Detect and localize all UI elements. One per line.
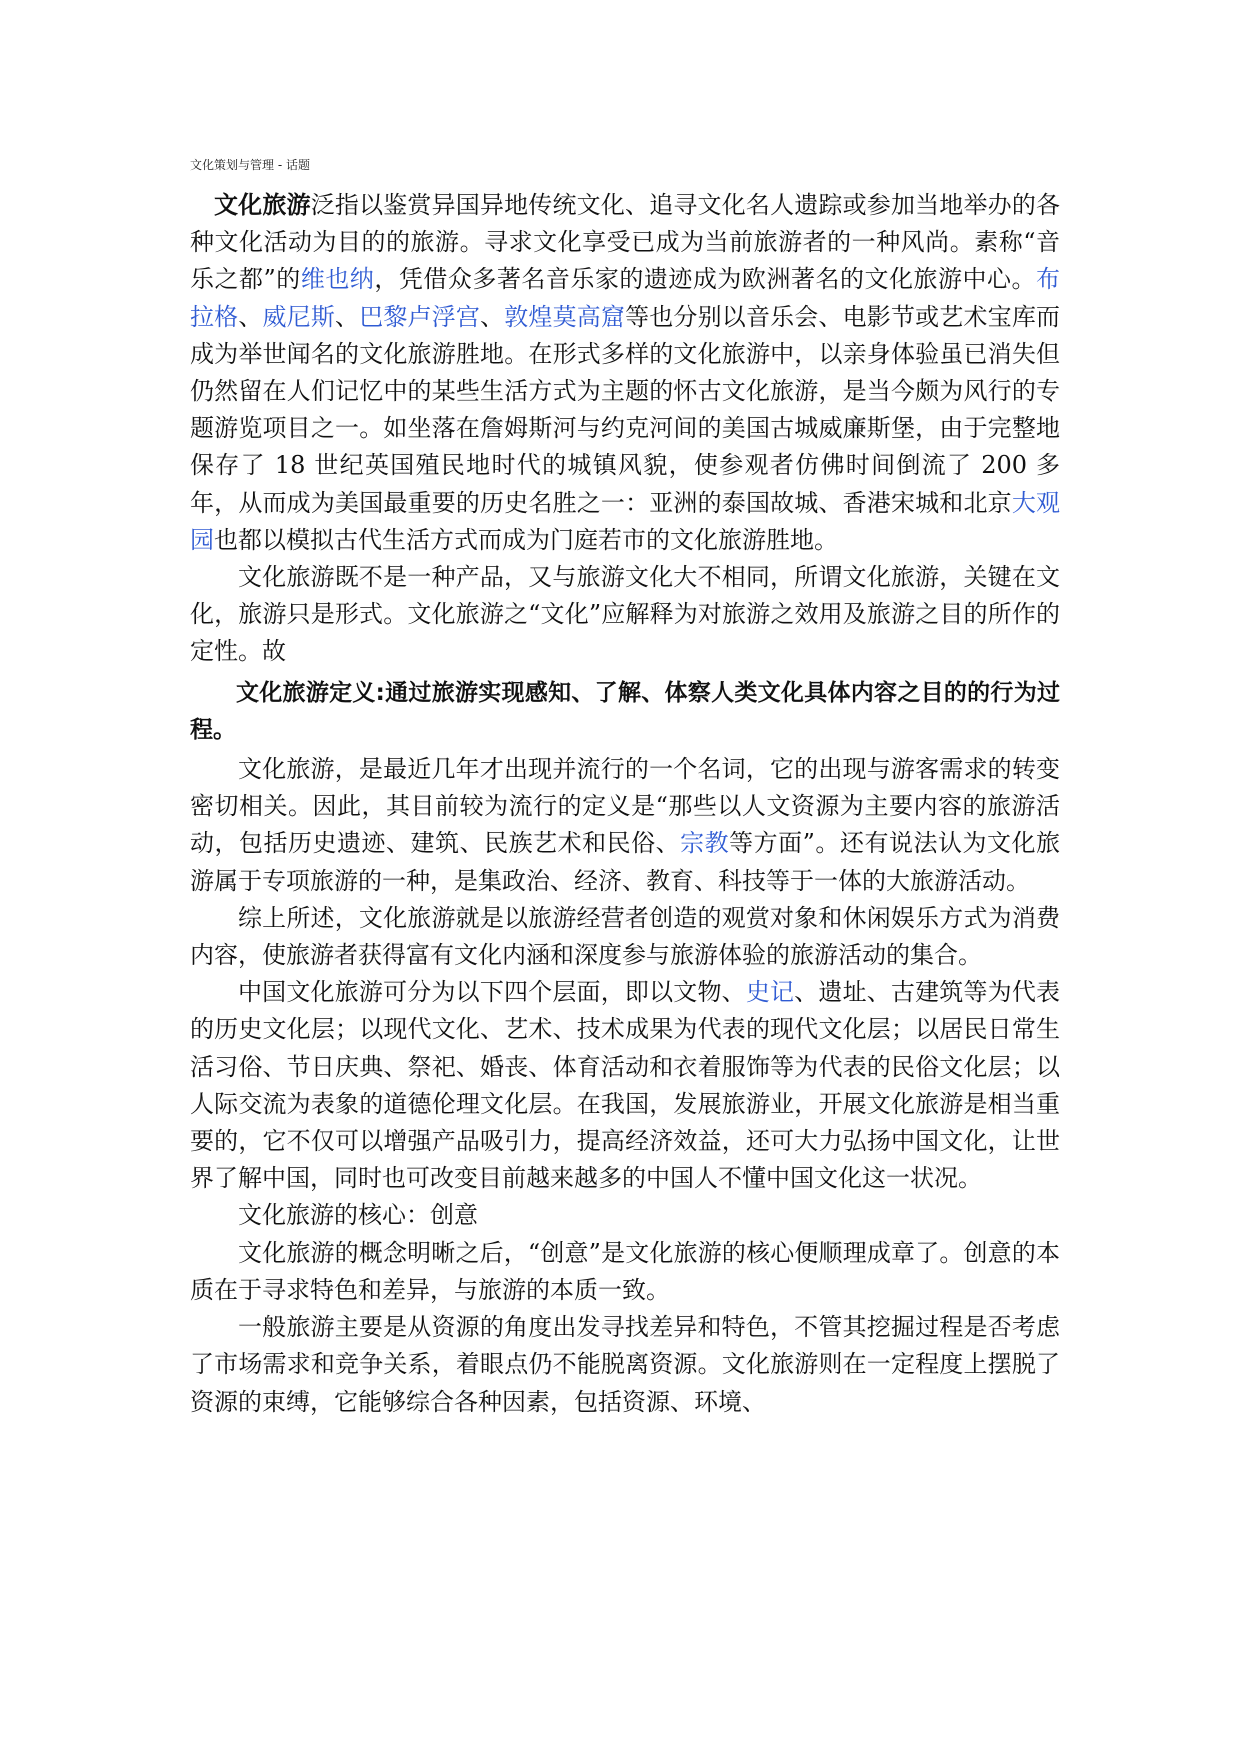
link-religion[interactable]: 宗教 (680, 829, 730, 858)
header-title: 文化策划与管理 (190, 158, 275, 172)
intro-sep-2: 、 (335, 302, 360, 331)
link-vienna[interactable]: 维也纳 (300, 265, 375, 294)
paragraph-7-heading: 文化旅游的核心：创意 (238, 1201, 478, 1230)
paragraph-intro (190, 186, 1060, 559)
p4-text-2: 等方面”。还有说法认为文化旅游属于专项旅游的一种，是集政治、经济、教育、科技等于一体的大旅游活动。 (190, 829, 1060, 895)
header-separator: - (274, 158, 286, 172)
header-subtitle: 话题 (285, 158, 310, 172)
intro-lead-term: 文化旅游 (214, 190, 311, 219)
paragraph-definition: 文化旅游定义:通过旅游实现感知、了解、体察人类文化具体内容之目的的行为过程。 (190, 679, 1060, 743)
link-louvre[interactable]: 巴黎卢浮宫 (359, 302, 481, 331)
paragraph-9: 一般旅游主要是从资源的角度出发寻找差异和特色，不管其挖掘过程是否考虑了市场需求和竞争关系，着眼点仍不能脱离资源。文化旅游则在一定程度上摆脱了资源的束缚，它能够综合各种因素，包括资源、环境、 (190, 1313, 1060, 1416)
link-mogao-caves[interactable]: 敦煌莫高窟 (504, 302, 626, 331)
intro-text-2: ，凭借众多著名音乐家的遗迹成为欧洲著名的文化旅游中心。 (374, 265, 1037, 294)
intro-text-4: 也都以模拟古代生活方式而成为门庭若市的文化旅游胜地。 (214, 525, 838, 554)
p6-text-1: 中国文化旅游可分为以下四个层面，即以文物、 (238, 978, 746, 1007)
intro-sep-3: 、 (480, 302, 505, 331)
article-body (190, 186, 1060, 1421)
page-header (190, 156, 310, 173)
link-venice[interactable]: 威尼斯 (262, 302, 336, 331)
link-grand-view-garden[interactable]: 大观园 (190, 488, 1060, 554)
link-prague[interactable]: 布拉格 (190, 265, 1061, 331)
p6-text-2: 、遗址、古建筑等为代表的历史文化层；以现代文化、艺术、技术成果为代表的现代文化层；以居民日常生活习俗、节日庆典、祭祀、婚丧、体育活动和衣着服饰等为代表的民俗文化层；以人际交流为表象的道德伦理文化层。在我国，发展旅游业，开展文化旅游是相当重要的，它不仅可以增强产品吸引力，提高经济效益，还可大力弘扬中国文化，让世界了解中国，同时也可改变目前越来越多的中国人不懂中国文化这一状况。 (190, 978, 1061, 1193)
intro-sep-1: 、 (238, 302, 263, 331)
paragraph-5: 综上所述，文化旅游就是以旅游经营者创造的观赏对象和休闲娱乐方式为消费内容，使旅游者获得富有文化内涵和深度参与旅游体验的旅游活动的集合。 (190, 903, 1060, 970)
p4-text-1: 文化旅游，是最近几年才出现并流行的一个名词，它的出现与游客需求的转变密切相关。因此，其目前较为流行的定义是“那些以人文资源为主要内容的旅游活动，包括历史遗迹、建筑、民族艺术和民俗、 (190, 755, 1060, 858)
paragraph-4 (190, 751, 1060, 900)
paragraph-2: 文化旅游既不是一种产品，又与旅游文化大不相同，所谓文化旅游，关键在文化，旅游只是形式。文化旅游之“文化”应解释为对旅游之效用及旅游之目的所作的定性。故 (190, 563, 1060, 666)
paragraph-8: 文化旅游的概念明晰之后，“创意”是文化旅游的核心便顺理成章了。创意的本质在于寻求特色和差异，与旅游的本质一致。 (190, 1238, 1060, 1304)
link-shiji[interactable]: 史记 (745, 978, 795, 1007)
paragraph-6 (190, 974, 1060, 1197)
intro-text-1: 泛指以鉴赏异国异地传统文化、追寻文化名人遗踪或参加当地举办的各种文化活动为目的的旅游。寻求文化享受已成为当前旅游者的一种风尚。素称“音乐之都”的 (190, 191, 1061, 294)
intro-text-3: 等也分别以音乐会、电影节或艺术宝库而成为举世闻名的文化旅游胜地。在形式多样的文化旅游中，以亲身体验虽已消失但仍然留在人们记忆中的某些生活方式为主题的怀古文化旅游，是当今颇为风行的专题游览项目之一。如坐落在詹姆斯河与约克河间的美国古城威廉斯堡，由于完整地保存了 18 世纪英国殖民地时代的城镇风貌，使参观者仿佛时间倒流了 200 多年，从而成为美国最重要的历史名胜之一：亚洲的泰国故城、香港宋城和北京 (190, 302, 1061, 517)
